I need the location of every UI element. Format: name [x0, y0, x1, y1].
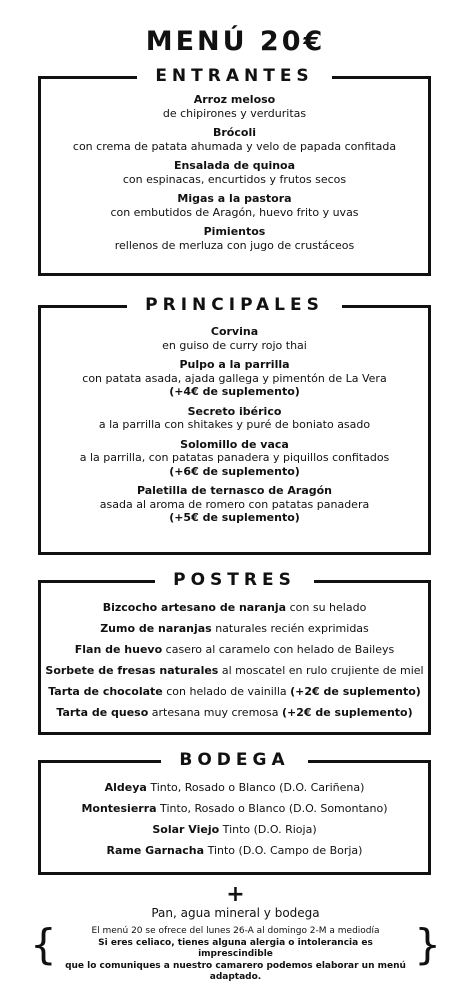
dessert-item: Bizcocho artesano de naranja con su helado: [102, 601, 367, 614]
dish-item: Paletilla de ternasco de Aragón asada al aroma de romero con patatas panadera (+5€ de suplemento): [41, 484, 428, 525]
dish-item: Solomillo de vaca a la parrilla, con patatas panadera y piquillos confitados (+6€ de suplemento): [41, 438, 428, 479]
dish-item: Arroz meloso de chipirones y verduritas: [162, 93, 307, 120]
section-postres: [38, 570, 431, 735]
dish-item: Ensalada de quinoa con espinacas, encurtidos y frutos secos: [122, 159, 347, 186]
dessert-item: Tarta de chocolate con helado de vainilla (+2€ de suplemento): [48, 685, 421, 698]
section-heading: PRINCIPALES: [41, 294, 428, 316]
wine-item: Solar Viejo Tinto (D.O. Rioja): [152, 823, 317, 836]
plus-icon: +: [226, 882, 245, 907]
supplement-note: (+6€ de suplemento): [169, 464, 300, 478]
includes-text: Pan, agua mineral y bodega: [151, 906, 320, 920]
note-dates: El menú 20 se ofrece del lunes 26-A al domingo 2-M a mediodía: [91, 926, 380, 936]
dessert-item: Tarta de queso artesana muy cremosa (+2€ de suplemento): [56, 706, 413, 719]
dish-item: Migas a la pastora con embutidos de Aragón, huevo frito y uvas: [110, 192, 359, 219]
dish-item: Secreto ibérico a la parrilla con shitakes y puré de boniato asado: [98, 404, 371, 431]
right-brace: }: [414, 920, 441, 969]
dessert-item: Flan de huevo casero al caramelo con helado de Baileys: [74, 643, 395, 656]
footer-note: [60, 926, 411, 984]
wine-item: Rame Garnacha Tinto (D.O. Campo de Borja): [106, 844, 363, 857]
note-allergy-1: Si eres celiaco, tienes alguna alergia o intolerancia es imprescindible: [98, 937, 373, 959]
dish-item: Corvina en guiso de curry rojo thai: [162, 325, 307, 352]
section-heading: BODEGA: [41, 749, 428, 771]
dish-item: Pimientos rellenos de merluza con jugo de crustáceos: [114, 225, 355, 252]
note-allergy-2: que lo comuniques a nuestro camarero podemos elaborar un menú adaptado.: [65, 960, 406, 982]
section-entrantes: [38, 66, 431, 276]
left-brace: {: [30, 920, 57, 969]
section-heading: POSTRES: [41, 569, 428, 591]
wine-item: Aldeya Tinto, Rosado o Blanco (D.O. Cariñena): [104, 781, 365, 794]
supplement-note: (+4€ de suplemento): [169, 385, 300, 398]
dessert-item: Zumo de naranjas naturales recién exprimidas: [100, 622, 369, 635]
dish-item: Brócoli con crema de patata ahumada y velo de papada confitada: [72, 126, 397, 153]
section-bodega: [38, 750, 431, 875]
dish-item: Pulpo a la parrilla con patata asada, ajada gallega y pimentón de La Vera (+4€ de suplemento): [41, 358, 428, 399]
menu-title: MENÚ 20€: [145, 26, 326, 57]
dessert-item: Sorbete de fresas naturales al moscatel en rulo crujiente de miel: [45, 664, 424, 677]
section-principales: [38, 295, 431, 555]
section-heading: ENTRANTES: [41, 65, 428, 87]
supplement-note: (+5€ de suplemento): [169, 511, 300, 524]
wine-item: Montesierra Tinto, Rosado o Blanco (D.O. Somontano): [81, 802, 388, 815]
